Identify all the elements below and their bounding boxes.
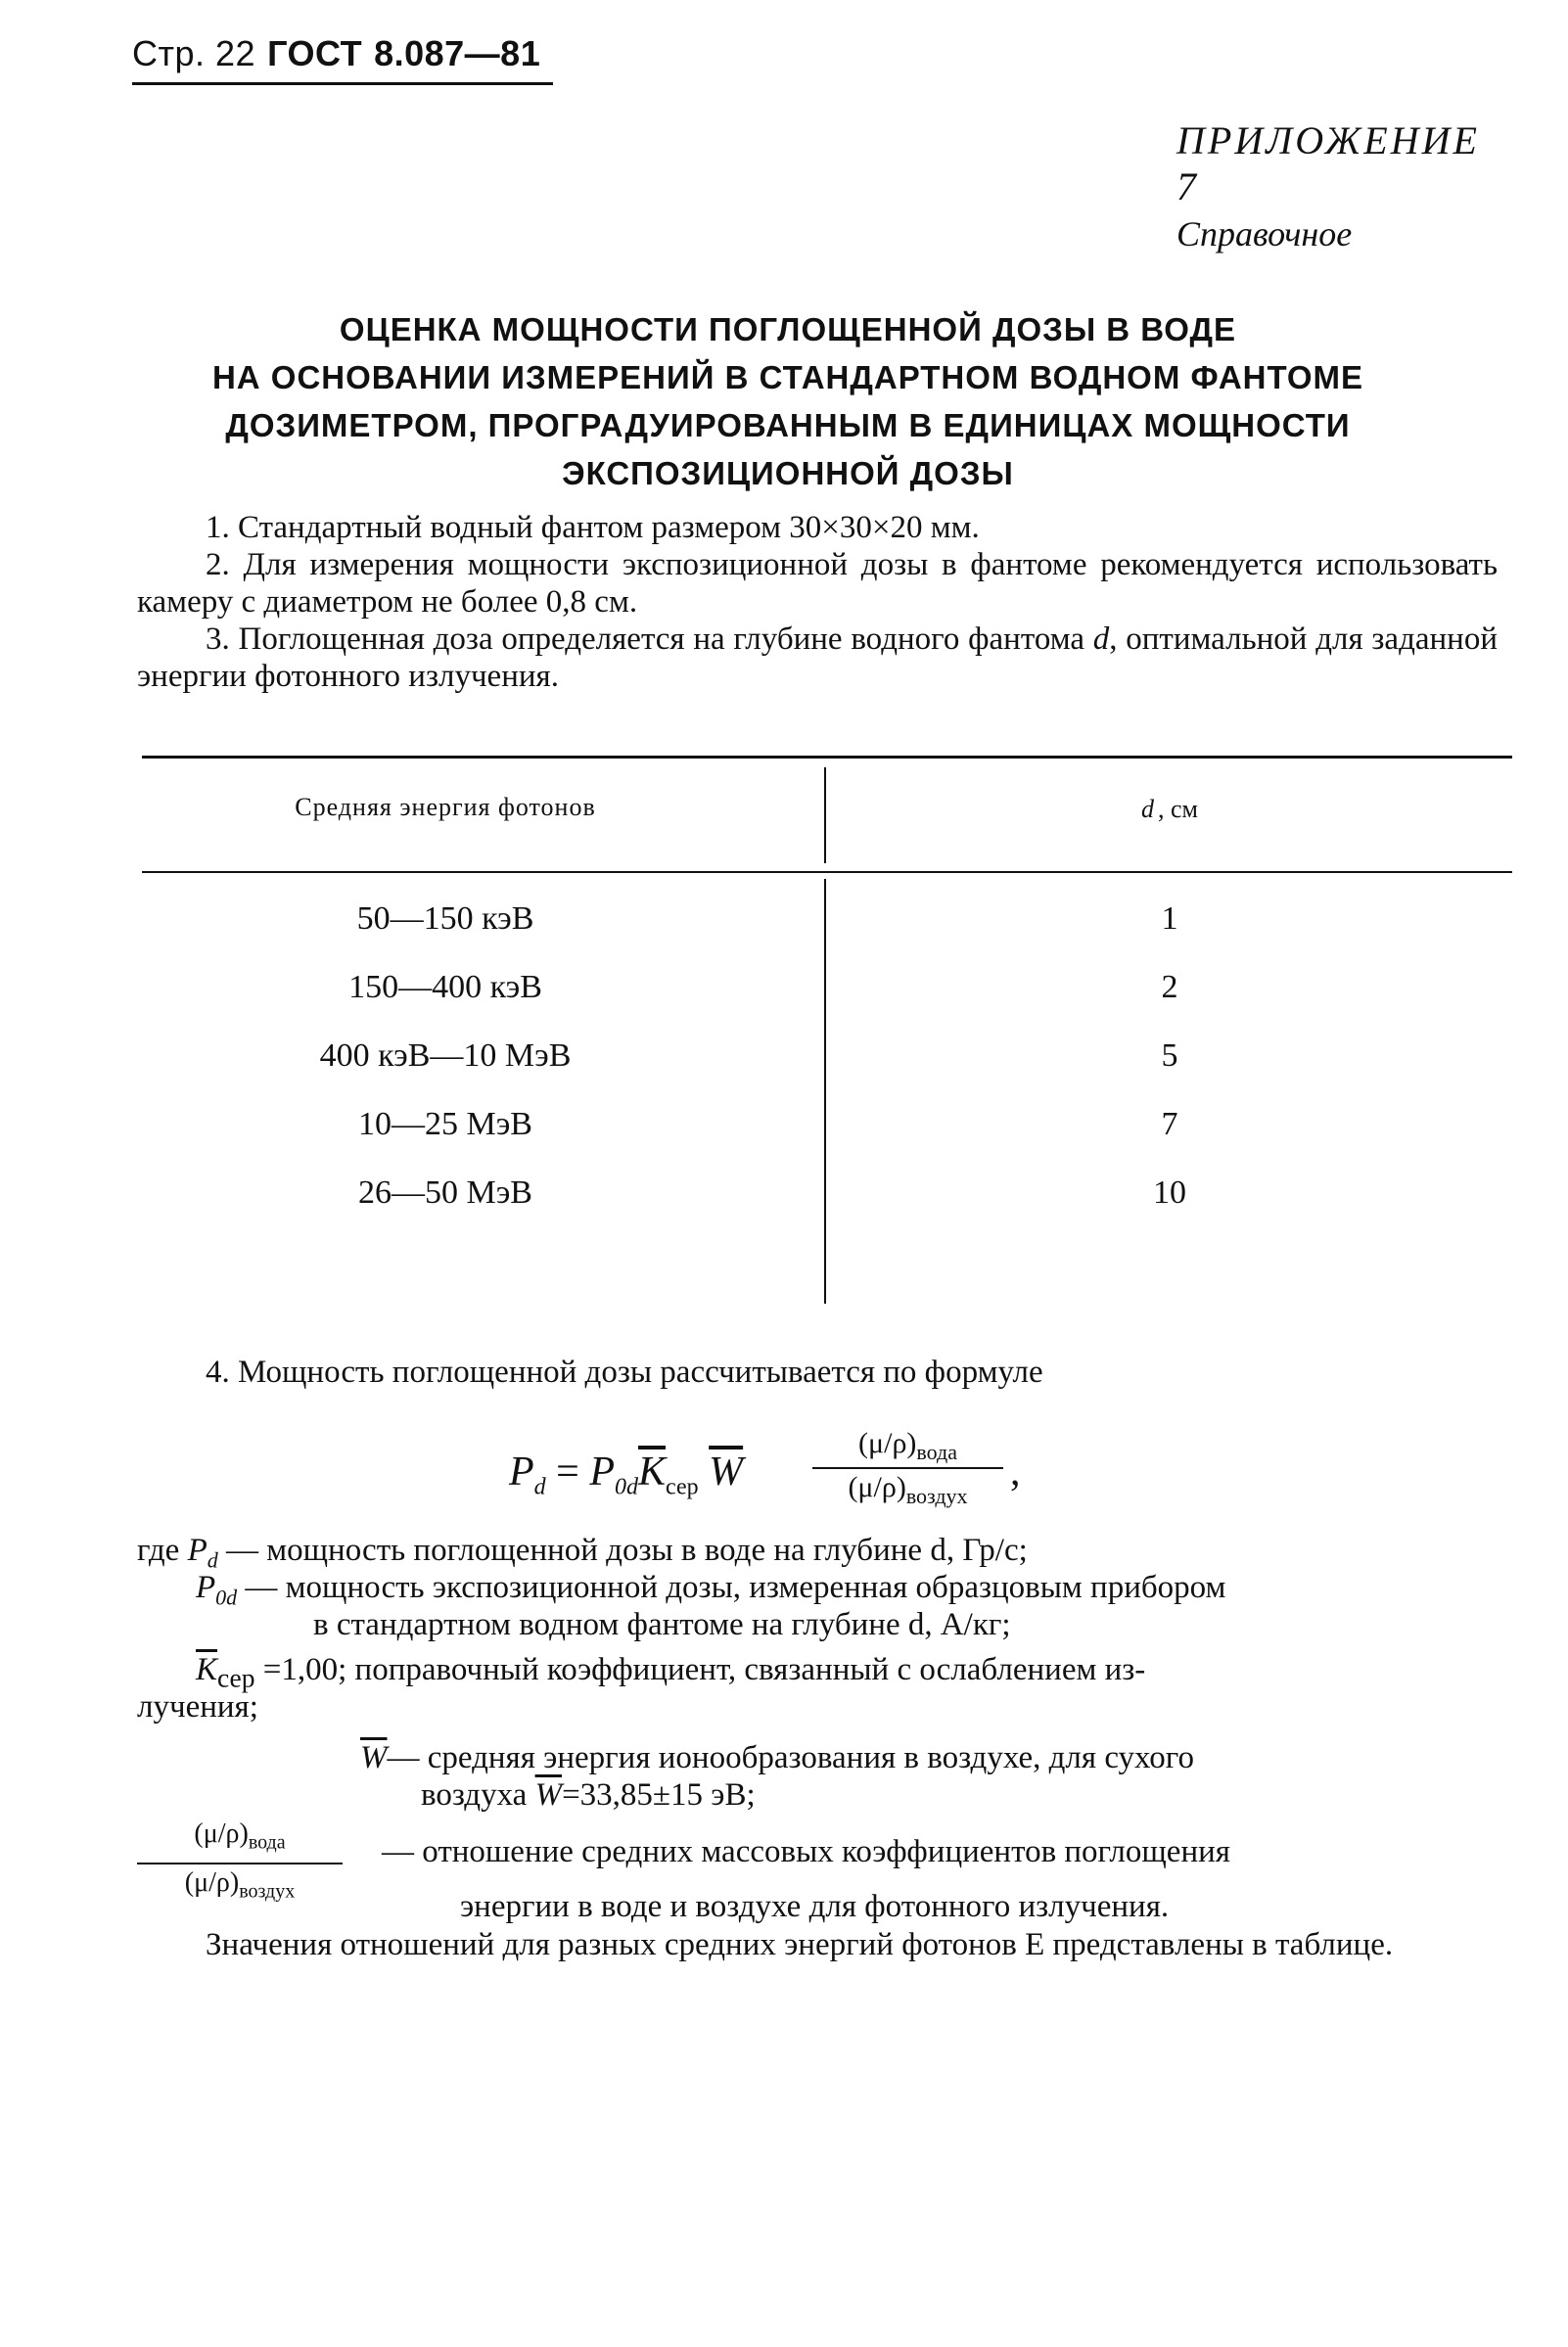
def-p0d-symbol <box>196 1570 238 1610</box>
table-header-depth-unit: , см <box>1158 795 1198 823</box>
def-k-desc: =1,00; поправочный коэффициент, связанный с ослаблением из- <box>262 1652 1146 1687</box>
table-row <box>142 1037 1512 1096</box>
appendix-type: Справочное <box>1176 214 1353 253</box>
table-header-depth <box>827 795 1512 824</box>
def-w-symbol: $\overline{W}$ <box>360 1740 388 1775</box>
def-ratio-num-base: (μ/ρ) <box>194 1818 249 1849</box>
table-cell-depth: 10 <box>1153 1174 1186 1211</box>
formula-k: $\overline{K}$ <box>638 1450 667 1495</box>
formula-lhs <box>509 1449 743 1500</box>
paragraph-3 <box>137 621 1498 695</box>
standard-label: ГОСТ <box>267 33 363 73</box>
def-k-desc-2: лучения; <box>137 1689 258 1725</box>
def-pd-main: P <box>187 1533 208 1568</box>
dose-formula <box>489 1419 1175 1517</box>
formula-pd-sub: d <box>533 1474 546 1500</box>
standard-number: 8.087—81 <box>374 33 541 73</box>
formula-p0-sub: 0d <box>615 1474 638 1500</box>
title-line-3: ДОЗИМЕТРОМ, ПРОГРАДУИРОВАННЫМ В ЕДИНИЦАХ МОЩНОСТИ <box>225 407 1351 443</box>
def-k <box>196 1651 1145 1697</box>
table-header-energy: Средняя энергия фотонов <box>295 793 596 821</box>
formula-equals: = <box>545 1450 590 1495</box>
def-ratio-desc-1: — отношение средних массовых коэффициентов поглощения <box>382 1834 1230 1869</box>
table-row <box>142 969 1512 1028</box>
formula-p0: P <box>589 1450 615 1495</box>
ratio-den-base: (μ/ρ) <box>848 1471 906 1503</box>
table-cell-depth: 2 <box>1161 969 1178 1005</box>
section-title <box>176 305 1400 497</box>
table-header-rule <box>142 871 1512 873</box>
def-w-desc-2a: воздуха <box>421 1777 535 1813</box>
title-line-1: ОЦЕНКА МОЩНОСТИ ПОГЛОЩЕННОЙ ДОЗЫ В ВОДЕ <box>339 311 1237 347</box>
page-number: Стр. 22 <box>132 33 256 73</box>
def-ratio-symbol <box>137 1816 352 1903</box>
def-w-symbol-2: $\overline{W}$ <box>534 1777 563 1813</box>
paragraph-3-start: 3. Поглощенная доза определяется на глубине водного фантома <box>206 621 1093 657</box>
table-row <box>142 1174 1512 1233</box>
header-rule <box>132 82 553 85</box>
table-header-depth-var: d <box>1141 795 1154 823</box>
def-p0d-desc-2: в стандартном водном фантоме на глубине d, А/кг; <box>313 1607 1011 1642</box>
ratio-den-sub: воздух <box>905 1484 968 1508</box>
def-w-line-2 <box>421 1776 756 1814</box>
paragraph-4: 4. Мощность поглощенной дозы рассчитывается по формуле <box>206 1355 1043 1390</box>
def-ratio-fraction <box>137 1816 343 1910</box>
def-p0d-sub: 0d <box>215 1585 238 1610</box>
table-cell-depth: 5 <box>1161 1037 1178 1074</box>
paragraph-1: 1. Стандартный водный фантом размером 30×30×20 мм. <box>206 510 980 545</box>
closing-paragraph: Значения отношений для разных средних энергий фотонов E представлены в таблице. <box>206 1927 1394 1962</box>
table-cell-energy: 10—25 МэВ <box>357 1106 532 1142</box>
ratio-num-base: (μ/ρ) <box>858 1427 917 1459</box>
formula-pd: P <box>509 1450 534 1495</box>
def-k-sub: сер <box>217 1662 255 1693</box>
depth-table <box>142 756 1512 1304</box>
formula-ratio-numerator <box>812 1427 1003 1469</box>
table-row <box>142 900 1512 959</box>
paragraph-2: 2. Для измерения мощности экспозиционной дозы в фантоме рекомендуется использовать камеру с диаметром не более 0,8 см. <box>137 547 1498 620</box>
title-line-2: НА ОСНОВАНИИ ИЗМЕРЕНИЙ В СТАНДАРТНОМ ВОДНОМ ФАНТОМЕ <box>211 359 1364 395</box>
def-p0d-desc-1: — мощность экспозиционной дозы, измеренная образцовым прибором <box>245 1570 1226 1605</box>
appendix-number: ПРИЛОЖЕНИЕ 7 <box>1176 118 1480 208</box>
table-cell-depth: 1 <box>1161 900 1178 937</box>
formula-comma: , <box>1010 1450 1021 1495</box>
def-w-desc-2b: =33,85±15 эВ; <box>562 1777 756 1813</box>
def-where: где <box>137 1533 180 1568</box>
table-row <box>142 1106 1512 1165</box>
def-ratio-num <box>137 1816 343 1864</box>
def-w <box>360 1739 1194 1776</box>
def-ratio-den-sub: воздух <box>239 1880 296 1903</box>
table-cell-energy: 26—50 МэВ <box>357 1174 532 1211</box>
def-ratio-den-base: (μ/ρ) <box>184 1866 240 1898</box>
def-ratio-desc-2: энергии в воде и воздухе для фотонного излучения. <box>460 1889 1170 1924</box>
ratio-num-sub: вода <box>916 1440 957 1464</box>
appendix-label <box>1176 117 1499 254</box>
def-pd-sub: d <box>207 1547 218 1573</box>
table-cell-energy: 50—150 кэВ <box>356 900 534 937</box>
title-line-4: ЭКСПОЗИЦИОННОЙ ДОЗЫ <box>562 455 1014 491</box>
paragraph-3-end: , оптимальной для заданной энергии фотонного излучения. <box>137 621 1498 694</box>
formula-ratio-denominator <box>812 1469 1003 1509</box>
page-header <box>132 33 553 85</box>
header-text <box>132 33 553 74</box>
formula-ratio <box>812 1427 1003 1509</box>
def-p0d-main: P <box>196 1570 216 1605</box>
table-cell-energy: 150—400 кэВ <box>348 969 542 1005</box>
def-pd-symbol <box>187 1533 218 1573</box>
formula-k-sub: сер <box>666 1474 699 1500</box>
table-cell-depth: 7 <box>1161 1106 1178 1142</box>
def-ratio-num-sub: вода <box>248 1831 286 1854</box>
def-k-symbol: $\overline{K}$ <box>196 1652 218 1687</box>
table-header-divider <box>824 767 826 863</box>
formula-w: $\overline{W}$ <box>709 1450 744 1495</box>
paragraph-3-var: d <box>1092 621 1110 657</box>
def-pd-desc: — мощность поглощенной дозы в воде на глубине d, Гр/с; <box>226 1533 1028 1568</box>
def-ratio-den <box>137 1864 343 1910</box>
table-cell-energy: 400 кэВ—10 МэВ <box>319 1037 572 1074</box>
def-w-desc-1: — средняя энергия ионообразования в воздухе, для сухого <box>387 1740 1195 1775</box>
table-top-rule <box>142 756 1512 759</box>
